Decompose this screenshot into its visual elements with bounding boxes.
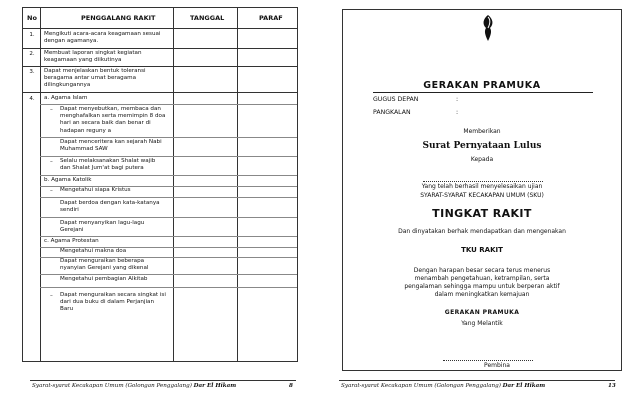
row-number: 2. <box>29 51 35 57</box>
sub-divider <box>40 175 297 176</box>
row-divider <box>23 66 297 67</box>
certificate: GERAKAN PRAMUKA GUGUS DEPAN : PANGKALAN : Memberikan Surat Pernyataan Lulus Kepada Yang telah berhasil menyelesaikan ujian SYARAT-SYARAT KECAKAPAN UMUM (SKU) TINGKAT RAKIT Dan dinyatakan berhak mendapatkan dan mengenakan TKU RAKIT Dengan harapan besar secara terus menerus menambah pengetahuan, ketrampilan, serta pengalaman sehingga mampu untuk berperan aktif dalam meningkatkan kemajuan GERAKAN PRAMUKA Yang Melantik Pembina <box>342 9 622 371</box>
certificate-title: Surat Pernyataan Lulus <box>422 141 542 151</box>
row-number: 1. <box>29 32 35 38</box>
org-title: GERAKAN PRAMUKA <box>423 80 541 91</box>
coach-text: Pembina <box>484 362 510 369</box>
katolik-item: Dapat berdoa dengan kata-katanya sendiri <box>60 200 160 214</box>
sub-divider <box>40 217 297 218</box>
given-text: Memberikan <box>463 128 501 135</box>
column-divider <box>173 8 174 361</box>
appoint-text: Yang Melantik <box>461 320 503 327</box>
table-header <box>23 8 297 29</box>
protestan-item: Dapat menguraikan beberapa nyanyian Gerejani yang dikenal <box>60 258 149 272</box>
pangkalan-label: PANGKALAN <box>373 109 411 116</box>
sub-divider <box>40 104 297 105</box>
gugus-depan-label: GUGUS DEPAN <box>373 96 419 103</box>
islam-item: Selalu melaksanakan Shalat wajib dan Shalat Jum'at bagi putera <box>60 158 156 172</box>
sub-divider <box>40 137 297 138</box>
right-footer: Syarat-syarat Kecakapan Umum (Golongan Penggalang) Dar El Hikam <box>341 383 546 389</box>
sub-divider <box>40 197 297 198</box>
org-subtitle: GERAKAN PRAMUKA <box>444 309 520 316</box>
header-date: TANGGAL <box>190 14 225 22</box>
protestan-item: Mengetahui makna doa <box>60 248 127 254</box>
left-footer: Syarat-syarat Kecakapan Umum (Golongan Penggalang) Dar El Hikam <box>32 383 237 389</box>
row-text: Membuat laporan singkat kegiatan keagamaan yang diikutinya <box>44 50 142 64</box>
passed-line-1: Yang telah berhasil menyelesaikan ujian <box>421 183 543 190</box>
protestan-item: Dapat menguraikan secara singkat isi dari dua buku di dalam Perjanjian Baru <box>60 292 166 313</box>
section-title-katolik: b. Agama Katolik <box>44 177 92 183</box>
islam-item: Dapat menyebutkan, membaca dan menghafalkan serta memimpin 8 doa hari an secara baik dan benar di hadapan reguny a <box>60 106 166 134</box>
sub-divider <box>40 287 297 288</box>
row-number: 3. <box>29 69 35 75</box>
section-title-protestan: c. Agama Protestan <box>44 238 99 244</box>
header-item: PENGGALANG RAKIT <box>81 14 156 22</box>
sub-divider <box>40 156 297 157</box>
tunas-kelapa-logo-icon <box>479 14 497 42</box>
sub-divider <box>40 236 297 237</box>
page-number: 13 <box>608 383 616 389</box>
declared-text: Dan dinyatakan berhak mendapatkan dan mengenakan <box>398 228 566 235</box>
row-text: Dapat menjelaskan bentuk toleransi beragama antar umat beragama dilingkungannya <box>44 68 146 89</box>
katolik-item: Dapat menyanyikan lagu-lagu Gerejani <box>60 220 145 234</box>
right-page <box>319 0 638 416</box>
header-sign: PARAF <box>259 14 283 22</box>
footer-rule <box>339 380 615 381</box>
hope-line-1: Dengan harapan besar secara terus menerus <box>413 267 551 274</box>
passed-line-2: SYARAT-SYARAT KECAKAPAN UMUM (SKU) <box>420 192 544 199</box>
name-line <box>423 181 543 182</box>
hope-line-4: dalam meningkatkan kemajuan <box>434 291 530 298</box>
section-title-islam: a. Agama Islam <box>44 95 88 101</box>
islam-item: Dapat menceritera kan sejarah Nabi Muhammad SAW <box>60 139 162 153</box>
hope-line-3: pengalaman sehingga mampu untuk berperan aktif <box>404 283 560 290</box>
column-divider <box>237 8 238 361</box>
level-title: TINGKAT RAKIT <box>432 207 532 220</box>
title-rule <box>373 92 593 93</box>
protestan-item: Mengetahui pembagian Alkitab <box>60 276 148 282</box>
sub-divider <box>40 274 297 275</box>
column-divider <box>40 8 41 361</box>
katolik-item: Mengetahui siapa Kristus <box>60 187 131 193</box>
hope-line-2: menambah pengetahuan, ketrampilan, serta <box>414 275 550 282</box>
badge-title: TKU RAKIT <box>461 246 503 254</box>
to-text: Kepada <box>470 156 494 163</box>
signature-line <box>443 360 533 361</box>
row-text: Mengikuti acara-acara keagamaan sesuai dengan agamanya. <box>44 31 161 45</box>
header-no: No <box>27 14 37 22</box>
page-number: 8 <box>289 383 293 389</box>
footer-rule <box>30 380 296 381</box>
row-divider <box>23 48 297 49</box>
row-number: 4. <box>29 96 35 102</box>
requirements-table: No PENGGALANG RAKIT TANGGAL PARAF 1. Mengikuti acara-acara keagamaan sesuai dengan agamanya. 2. Membuat laporan singkat kegiatan keagamaan yang diikutinya 3. Dapat menjelaskan bentuk toleransi beragama antar umat beragama dilingkungannya 4. a. Agama Islam – Dapat menyebutkan, membaca dan menghafalkan serta memimpin 8 doa hari an secara baik dan benar di hadapan reguny a Dapat menceritera kan sejarah Nabi Muhammad SAW – Selalu melaksanakan Shalat wajib dan Shalat Jum'at bagi putera b. Agama Katolik – Mengetahui siapa Kristus Dapat berdoa dengan kata-katanya sendiri Dapat menyanyikan lagu-lagu Gerejani c. Agama Protestan Mengetahui makna doa Dapat menguraikan beberapa nyanyian Gerejani yang dikenal Mengetahui pembagian Alkitab – Dapat menguraikan secara singkat isi dari dua buku di dalam Perjanjian Baru <box>22 7 298 362</box>
row-divider <box>23 92 297 93</box>
